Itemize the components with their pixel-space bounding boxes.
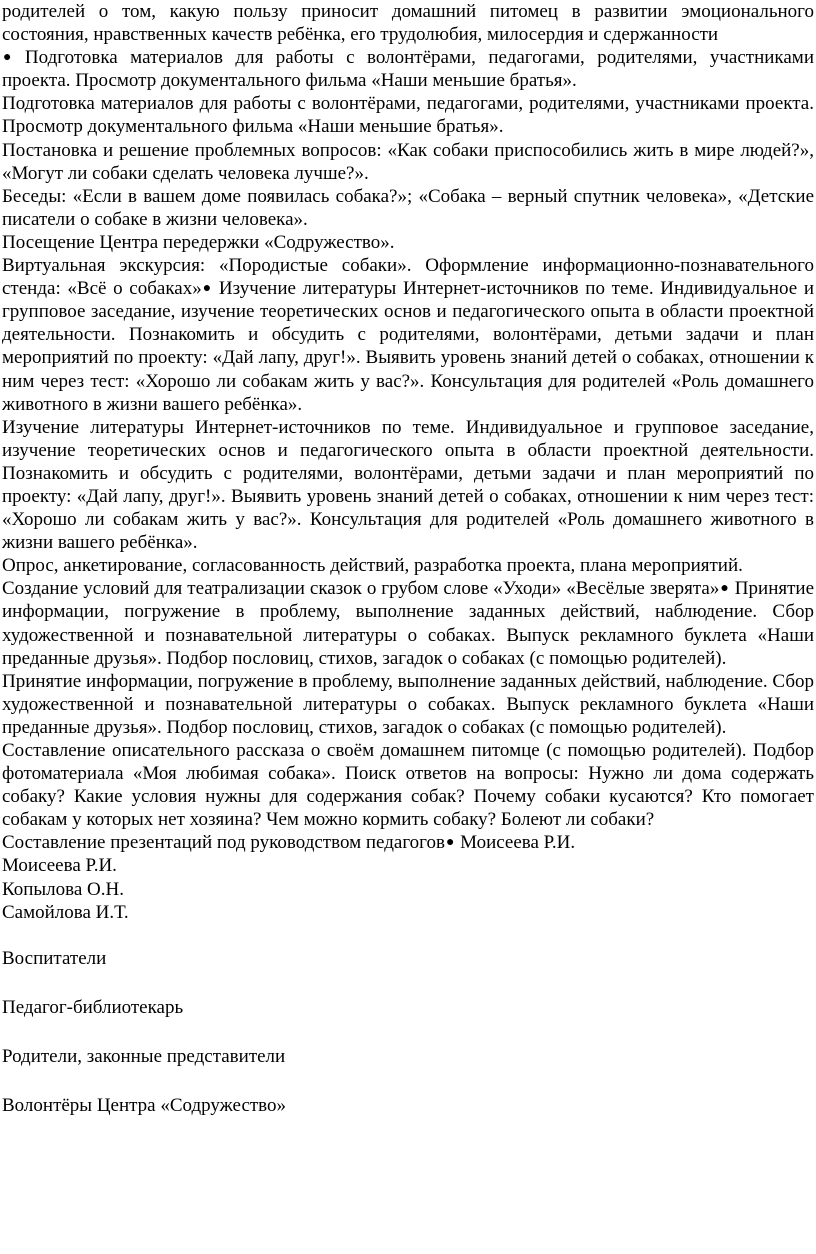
bullet-icon: ● [720,581,729,597]
paragraph-text: Моисеева Р.И. [455,832,576,854]
paragraph-story: Составление описательного рассказа о своём домашнем питомце (с помощью родителей). Подбор фотоматериала «Моя любимая собака». Поиск ответов на вопросы: Нужно ли дома содержать собаку? Какие условия нужны для содержания собак? Почему собаки кусаются? Кто помогает собакам у которых нет хозяина? Чем можно кормить собаку? Болеют ли собаки? [2,740,814,831]
author-name: Копылова О.Н. [2,878,124,900]
author-name: Моисеева Р.И. [2,855,117,877]
paragraph-problem-questions: Постановка и решение проблемных вопросов: «Как собаки приспособились жить в мире людей?», «Могут ли собаки сделать человека лучше?». [2,139,814,184]
paragraph-text: Составление презентаций под руководством педагогов [2,832,445,854]
bullet-icon: ● [445,835,455,851]
paragraph-information: Принятие информации, погружение в проблему, выполнение заданных действий, наблюдение. Сбор художественной и познавательной литературы о собаках. Выпуск рекламного буклета «Наши преданные друзья». Подбор пословиц, стихов, загадок о собаках (с помощью родителей). [2,670,814,738]
role-parents: Родители, законные представители [2,1045,286,1067]
role-librarian: Педагог-библиотекарь [2,996,184,1018]
spacer [2,924,814,947]
paragraph-virtual-tour [2,254,814,416]
paragraph-text: Принятие информации, погружение в проблему, выполнение заданных действий, наблюдение. Сбор художественной и познавательной литературы о собаках. Выпуск рекламного буклета «Наши преданные друзья». Подбор пословиц, стихов, загадок о собаках (с помощью родителей). [2,578,815,669]
paragraph-survey: Опрос, анкетирование, согласованность действий, разработка проекта, плана мероприятий. [2,555,743,577]
author-name: Самойлова И.Т. [2,901,129,923]
paragraph-literature-study: Изучение литературы Интернет-источников по теме. Индивидуальное и групповое заседание, изучение теоретических основ и педагогического опыта в области проектной деятельности. Познакомить и обсудить с родителями, волонтёрами, детьми задачи и план мероприятий по проекту: «Дай лапу, друг!». Выявить уровень знаний детей о собаках, отношении к ним через тест: «Хорошо ли собакам жить у вас?». Консультация для родителей «Роль домашнего животного в жизни вашего ребёнка». [2,416,814,554]
paragraph-visit: Посещение Центра передержки «Содружество». [2,231,395,253]
role-volunteers: Волонтёры Центра «Содружество» [2,1095,287,1117]
role-educators: Воспитатели [2,947,107,969]
paragraph-text: Изучение литературы Интернет-источников по теме. Индивидуальное и групповое заседание, изучение теоретических основ и педагогического опыта в области проектной деятельности. Познакомить и обсудить с родителями, волонтёрами, детьми задачи и план мероприятий по проекту: «Дай лапу, друг!». Выявить уровень знаний детей о собаках, отношении к ним через тест: «Хорошо ли собакам жить у вас?». Консультация для родителей «Роль домашнего животного в жизни вашего ребёнка». [2,278,814,415]
paragraph-materials: Подготовка материалов для работы с волонтёрами, педагогами, родителями, участниками проекта. Просмотр документального фильма «Наши меньшие братья». [2,93,814,138]
paragraph-intro [2,0,814,92]
paragraph-text: Создание условий для театрализации сказок о грубом слове «Уходи» «Весёлые зверята» [2,578,720,600]
paragraph-conversations: Беседы: «Если в вашем доме появилась собака?»; «Собака – верный спутник человека», «Детские писатели о собаке в жизни человека». [2,185,814,230]
paragraph-text: Виртуальная экскурсия: «Породистые собаки». Оформление информационно-познавательного стенда: «Всё о собаках» [2,255,814,300]
paragraph-text: Подготовка материалов для работы с волонтёрами, педагогами, родителями, участниками проекта. Просмотр документального фильма «Наши меньшие братья». [2,47,814,92]
paragraph-theatre [2,577,814,669]
paragraph-text: родителей о том, какую пользу приносит домашний питомец в развитии эмоционального состояния, нравственных качеств ребёнка, его трудолюбия, милосердия и сдержанности [2,1,814,46]
bullet-icon: ● [202,281,212,297]
bullet-icon: ● [3,50,12,66]
paragraph-presentations [2,831,814,854]
